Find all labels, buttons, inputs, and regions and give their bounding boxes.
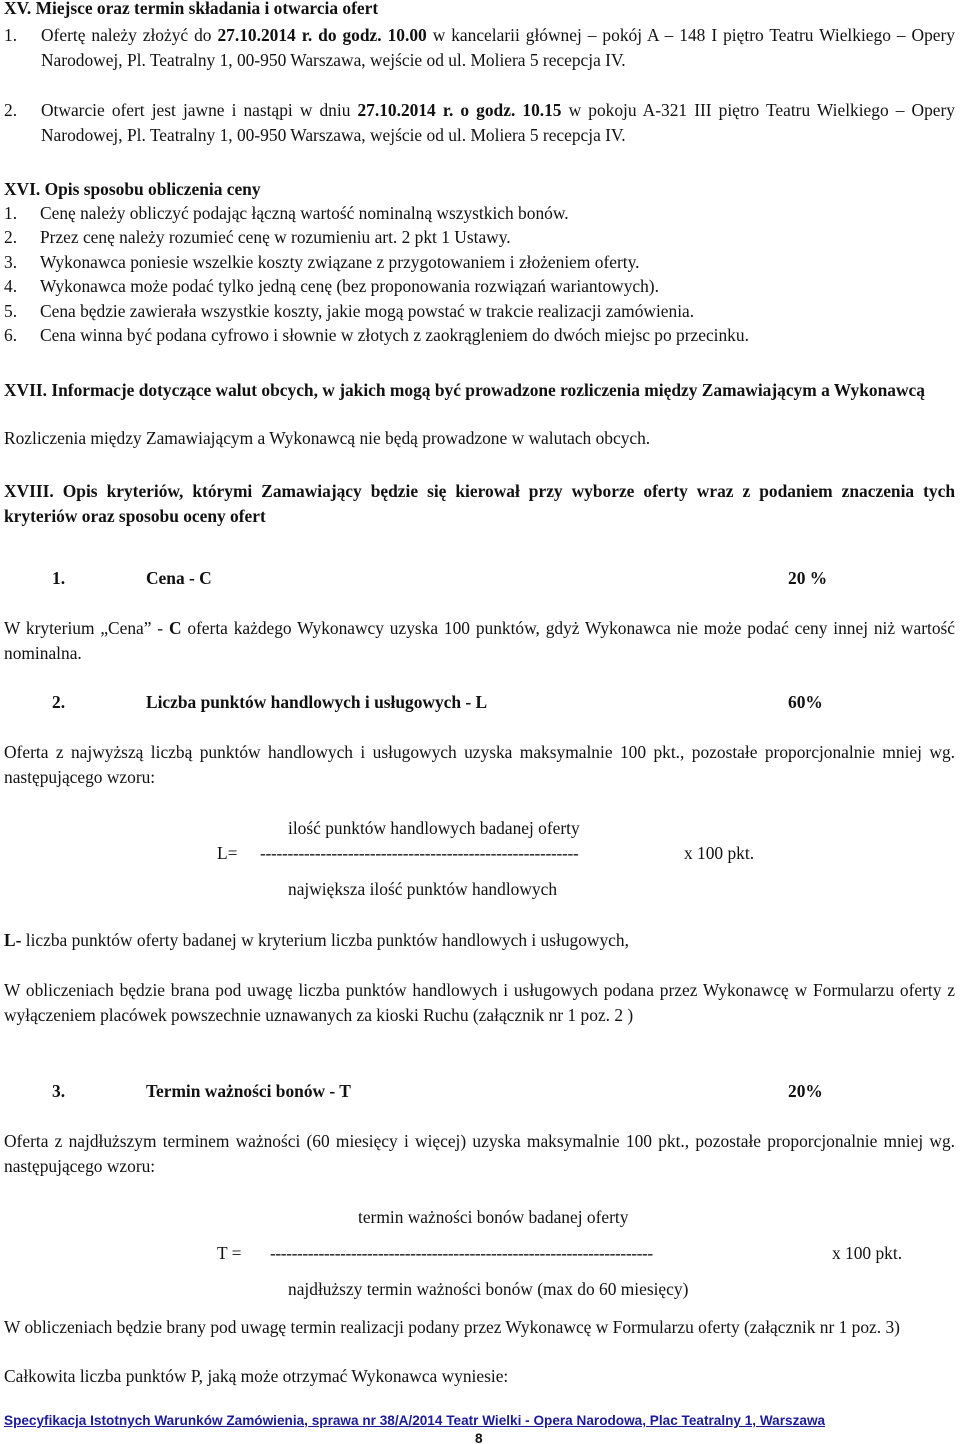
criterion-3-note: W obliczeniach będzie brany pod uwagę termin realizacji podany przez Wykonawcę w Formularzu oferty (załącznik nr 1 poz. 3): [4, 1317, 900, 1337]
formula-l-lhs: L=: [217, 843, 238, 863]
criterion-1-title: Cena - C: [146, 568, 212, 588]
s15-item-2: [4, 98, 955, 148]
formula-t-multiplier: x 100 pkt.: [832, 1243, 903, 1263]
formula-t-numerator: termin ważności bonów badanej oferty: [358, 1207, 629, 1227]
s15-item-1-text: Ofertę należy złożyć do 27.10.2014 r. do godz. 10.00 w kancelarii głównej – pokój A – 148 I piętro Teatru Wielkiego – Opery Narodowej, Pl. Teatralny 1, 00-950 Warszawa, wejście od ul. Moliera 5 recepcja IV.: [41, 25, 956, 70]
s16-item: 1. Cenę należy obliczyć podając łączną wartość nominalną wszystkich bonów.: [4, 203, 569, 223]
criterion-3-title: Termin ważności bonów - T: [146, 1081, 351, 1101]
criterion-3-text: Oferta z najdłuższym terminem ważności (60 miesięcy i więcej) uzyska maksymalnie 100 pkt., pozostałe proporcjonalnie mniej wg. następującego wzoru:: [4, 1131, 955, 1176]
section-xvi-heading: XVI. Opis sposobu obliczenia ceny: [4, 179, 261, 199]
formula-l-denominator: największa ilość punktów handlowych: [288, 879, 558, 899]
criterion-2-note: W obliczeniach będzie brana pod uwagę liczba punktów handlowych i usługowych podana przez Wykonawcę w Formularzu oferty z wyłączeniem placówek powszechnie uznawanych za kioski Ruchu (załącznik nr 1 poz. 2 ): [4, 980, 955, 1025]
footer-specification: Specyfikacja Istotnych Warunków Zamówienia, sprawa nr 38/A/2014 Teatr Wielki - Opera Narodowa, Plac Teatralny 1, Warszawa: [4, 1413, 826, 1428]
deadline-date: 27.10.2014 r. do godz. 10.00: [217, 25, 427, 45]
formula-l-multiplier: x 100 pkt.: [684, 843, 755, 863]
criterion-1-text: W kryterium „Cena” - C oferta każdego Wykonawcy uzyska 100 punktów, gdyż Wykonawca nie może podać ceny innej niż wartość nominalna.: [4, 618, 956, 663]
formula-t-fraction-line: -----------------------------------------------------------------------: [270, 1243, 653, 1263]
criterion-1-number: 1.: [52, 568, 66, 588]
formula-t-denominator: najdłuższy termin ważności bonów (max do 60 miesięcy): [288, 1279, 689, 1299]
s16-item: 4. Wykonawca może podać tylko jedną cenę (bez proponowania rozwiązań wariantowych).: [4, 276, 659, 296]
criterion-2-title: Liczba punktów handlowych i usługowych - L: [146, 692, 488, 712]
criterion-2-definition: L- liczba punktów oferty badanej w kryterium liczba punktów handlowych i usługowych,: [4, 930, 629, 950]
s15-item-2-text: Otwarcie ofert jest jawne i nastąpi w dniu 27.10.2014 r. o godz. 10.15 w pokoju A-321 III piętro Teatru Wielkiego – Opery Narodowej, Pl. Teatralny 1, 00-950 Warszawa, wejście od ul. Moliera 5 recepcja IV.: [41, 100, 955, 145]
section-xviii-heading: XVIII. Opis kryteriów, którymi Zamawiający będzie się kierował przy wyborze oferty wraz z podaniem znaczenia tych kryteriów oraz sposobu oceny ofert: [4, 481, 955, 526]
section-xvii-heading: XVII. Informacje dotyczące walut obcych, w jakich mogą być prowadzone rozliczenia między Zamawiającym a Wykonawcą: [4, 380, 925, 400]
s16-item: 6. Cena winna być podana cyfrowo i słownie w złotych z zaokrągleniem do dwóch miejsc po przecinku.: [4, 325, 749, 345]
formula-l-fraction-line: ----------------------------------------------------------: [260, 843, 579, 863]
criterion-2-weight: 60%: [788, 692, 823, 712]
criterion-2-number: 2.: [52, 692, 66, 712]
criterion-3-number: 3.: [52, 1081, 66, 1101]
opening-date: 27.10.2014 r. o godz. 10.15: [357, 100, 562, 120]
criterion-3-weight: 20%: [788, 1081, 823, 1101]
criterion-1-weight: 20 %: [788, 568, 828, 588]
s15-item-1: [4, 23, 955, 97]
s16-item: 2. Przez cenę należy rozumieć cenę w rozumieniu art. 2 pkt 1 Ustawy.: [4, 227, 511, 247]
s15-item-2-number: 2.: [4, 100, 18, 120]
section-xv-heading: XV. Miejsce oraz termin składania i otwarcia ofert: [4, 0, 379, 18]
total-points-text: Całkowita liczba punktów P, jaką może otrzymać Wykonawca wyniesie:: [4, 1366, 509, 1386]
criterion-2-text: Oferta z najwyższą liczbą punktów handlowych i usługowych uzyska maksymalnie 100 pkt., pozostałe proporcjonalnie mniej wg. następującego wzoru:: [4, 742, 955, 787]
s16-item: 3. Wykonawca poniesie wszelkie koszty związane z przygotowaniem i złożeniem oferty.: [4, 252, 640, 272]
formula-l-numerator: ilość punktów handlowych badanej oferty: [288, 818, 580, 838]
formula-t-lhs: T =: [217, 1243, 242, 1263]
s16-item: 5. Cena będzie zawierała wszystkie koszty, jakie mogą powstać w trakcie realizacji zamówienia.: [4, 301, 695, 321]
s15-item-1-number: 1.: [4, 25, 18, 45]
page-number: 8: [475, 1431, 483, 1444]
s17-text: Rozliczenia między Zamawiającym a Wykonawcą nie będą prowadzone w walutach obcych.: [4, 428, 651, 448]
